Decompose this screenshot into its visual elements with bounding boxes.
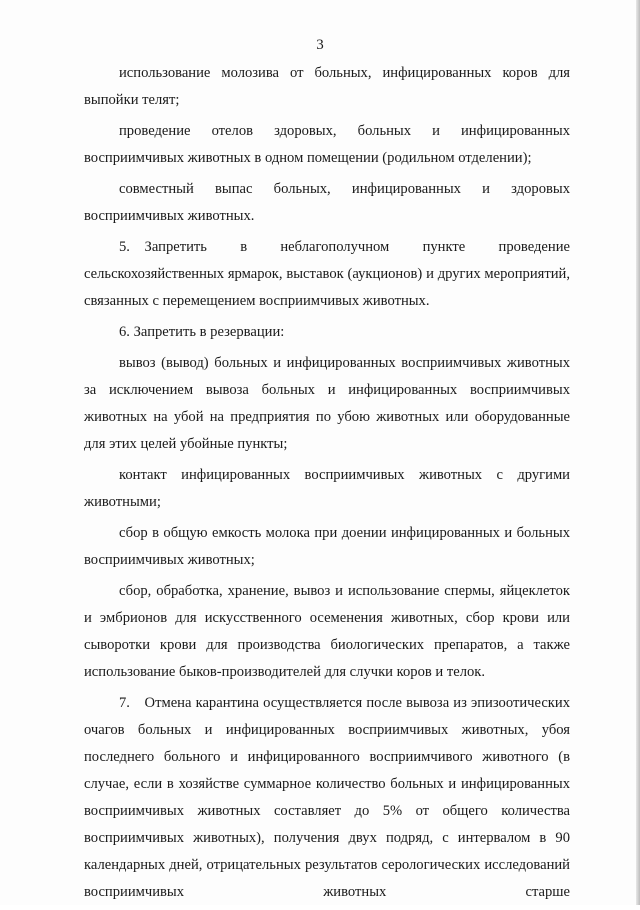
- paragraph-milk-collection: сбор в общую емкость молока при доении инфицированных и больных восприимчивых животных;: [84, 525, 570, 568]
- paragraph-item-7: 7. Отмена карантина осуществляется после вывоза из эпизоотических очагов больных и инфицированных восприимчивых животных, убоя последнего больного и инфицированного восприимчивого животного (в случае, если в хозяйстве суммарное количество больных и инфицированных восприимчивых животных составляет до 5% от общего количества восприимчивых животных), получения двух подряд, с интервалом в 90 календарных дней, отрицательных результатов серологических исследований восприимчивых животных старше: [84, 695, 570, 900]
- paragraph-contact: контакт инфицированных восприимчивых животных с другими животными;: [84, 467, 570, 510]
- page-number: 3: [316, 37, 324, 53]
- paragraph-calving: проведение отелов здоровых, больных и инфицированных восприимчивых животных в одном помещении (родильном отделении);: [84, 123, 570, 166]
- paragraph-item-6: 6. Запретить в резервации:: [119, 324, 285, 340]
- page-edge-shadow: [636, 0, 640, 905]
- paragraph-grazing: совместный выпас больных, инфицированных и здоровых восприимчивых животных.: [84, 181, 570, 224]
- paragraph-colostrum: использование молозива от больных, инфицированных коров для выпойки телят;: [84, 65, 570, 108]
- paragraph-item-5: 5. Запретить в неблагополучном пункте проведение сельскохозяйственных ярмарок, выставок (аукционов) и других мероприятий, связанных с перемещением восприимчивых животных.: [84, 239, 570, 309]
- document-body: [84, 60, 570, 910]
- paragraph-export-ban: вывоз (вывод) больных и инфицированных восприимчивых животных за исключением вывоза больных и инфицированных восприимчивых животных на убой на предприятия по убою животных или оборудованные для этих целей убойные пункты;: [84, 355, 570, 452]
- paragraph-semen: сбор, обработка, хранение, вывоз и использование спермы, яйцеклеток и эмбрионов для искусственного осеменения животных, сбор крови или сыворотки крови для производства биологических препаратов, а также использование быков-производителей для случки коров и телок.: [84, 583, 570, 680]
